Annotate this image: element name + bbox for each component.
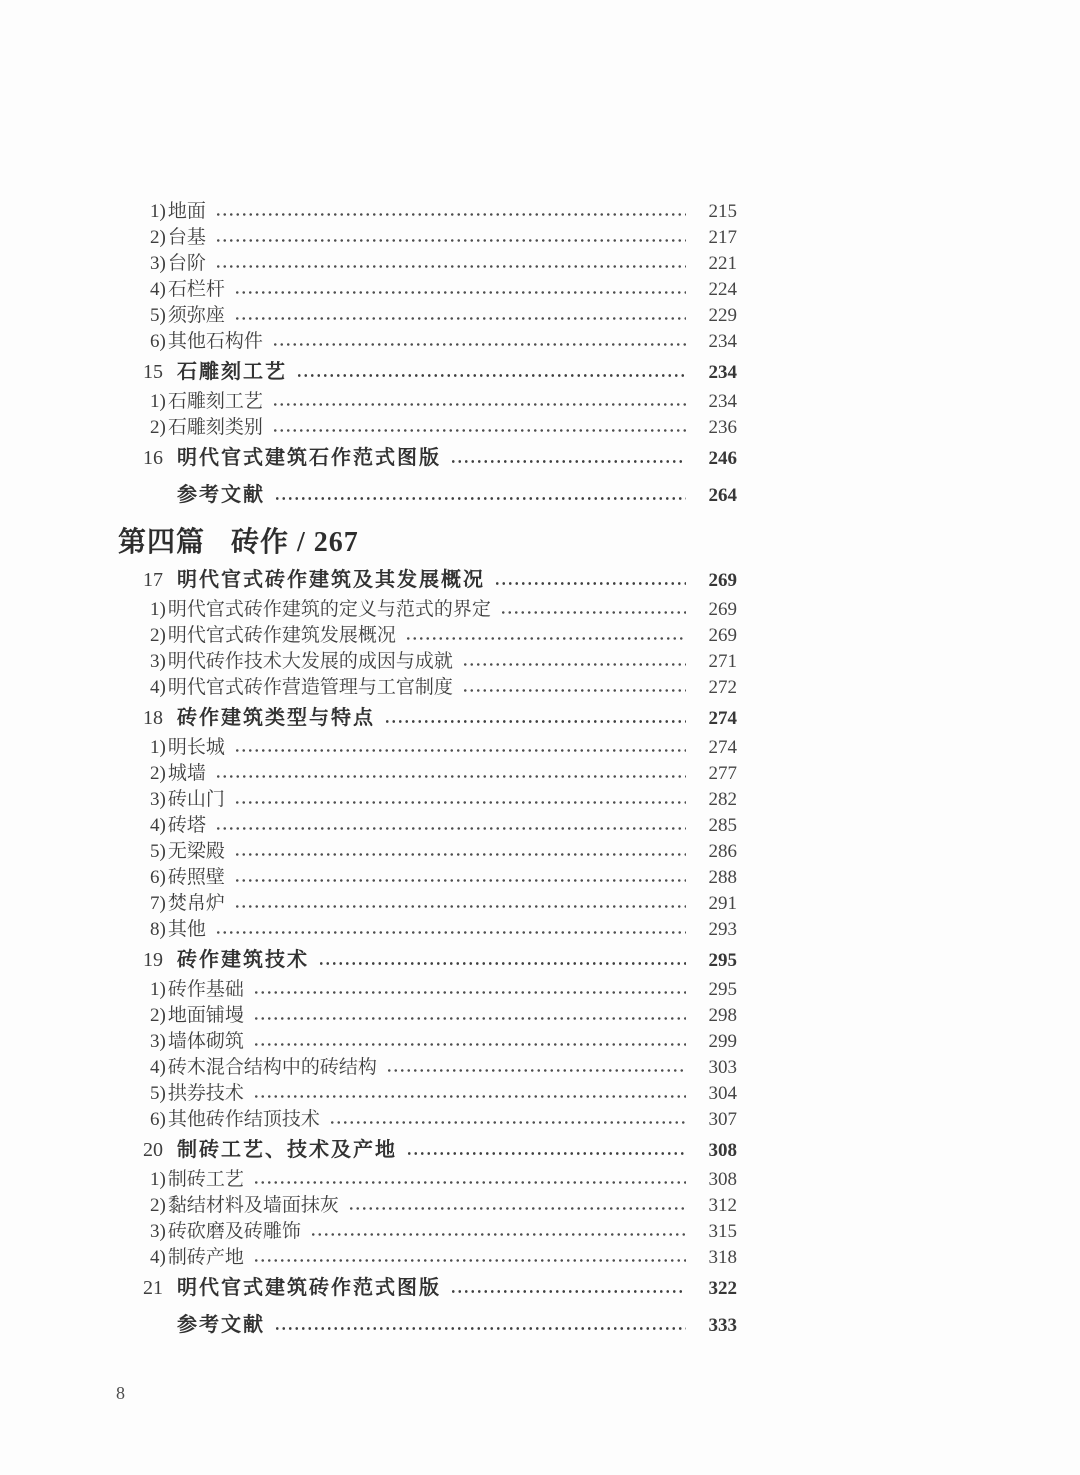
entry-title: 拱券技术 — [167, 1083, 244, 1104]
entry-number: 2) — [150, 1195, 166, 1216]
toc-entry-sub — [143, 597, 737, 623]
entry-page: 217 — [708, 227, 737, 248]
entry-title: 地面铺墁 — [167, 1005, 244, 1026]
entry-number: 3) — [150, 253, 166, 274]
entry-title: 地面 — [167, 201, 206, 222]
entry-page: 304 — [708, 1083, 737, 1104]
entry-page: 277 — [708, 763, 737, 784]
toc-entry-sub — [143, 225, 737, 251]
entry-number: 3) — [150, 1031, 166, 1052]
dot-leader — [234, 839, 686, 865]
toc-entry-sub — [143, 977, 737, 1003]
entry-number: 3) — [150, 651, 166, 672]
entry-page: 274 — [708, 737, 737, 758]
entry-number: 20 — [143, 1139, 163, 1161]
entry-page: 282 — [708, 789, 737, 810]
toc-entry-sub — [143, 1167, 737, 1193]
entry-title: 制砖工艺、技术及产地 — [177, 1139, 397, 1161]
toc-entry-sub — [143, 1081, 737, 1107]
entry-title: 焚帛炉 — [167, 893, 225, 914]
dot-leader — [253, 1029, 686, 1055]
entry-title: 砖作基础 — [167, 979, 244, 1000]
toc-entry-sub — [143, 675, 737, 701]
entry-number: 21 — [143, 1277, 163, 1299]
entry-number: 5) — [150, 841, 166, 862]
toc-entry-sub — [143, 1029, 737, 1055]
entry-page: 224 — [708, 279, 737, 300]
entry-page: 298 — [708, 1005, 737, 1026]
entry-page: 271 — [708, 651, 737, 672]
entry-title: 台基 — [167, 227, 206, 248]
dot-leader — [215, 813, 686, 839]
entry-title: 明代官式砖作营造管理与工官制度 — [167, 677, 453, 698]
toc-entry-chapter — [143, 947, 737, 974]
entry-title: 其他石构件 — [167, 331, 263, 352]
entry-page: 315 — [708, 1221, 737, 1242]
dot-leader — [272, 389, 686, 415]
toc-entry-sub — [143, 329, 737, 355]
entry-title: 砖砍磨及砖雕饰 — [167, 1221, 301, 1242]
page-number: 8 — [116, 1383, 125, 1403]
dot-leader — [234, 303, 686, 329]
toc-entry-sub — [143, 623, 737, 649]
dot-leader — [272, 415, 686, 441]
entry-title: 明代官式建筑石作范式图版 — [177, 447, 441, 469]
dot-leader — [384, 705, 686, 732]
entry-title: 制砖工艺 — [167, 1169, 244, 1190]
toc-entry-chapter — [143, 567, 737, 594]
entry-page: 269 — [708, 570, 737, 591]
entry-number: 5) — [150, 1083, 166, 1104]
dot-leader — [253, 1081, 686, 1107]
entry-number: 6) — [150, 867, 166, 888]
dot-leader — [215, 251, 686, 277]
toc-entry-sub — [143, 813, 737, 839]
entry-number: 2) — [150, 227, 166, 248]
entry-page: 264 — [708, 485, 737, 506]
entry-page: 269 — [708, 625, 737, 646]
toc-entry-part — [118, 523, 737, 563]
dot-leader — [462, 649, 686, 675]
dot-leader — [234, 891, 686, 917]
entry-title: 明代官式砖作建筑及其发展概况 — [177, 569, 485, 591]
entry-title: 砖山门 — [167, 789, 225, 810]
entry-page: 299 — [708, 1031, 737, 1052]
dot-leader — [329, 1107, 686, 1133]
dot-leader — [215, 199, 686, 225]
toc-entry-sub — [143, 303, 737, 329]
entry-number: 1) — [150, 391, 166, 412]
entry-title: 石雕刻类别 — [167, 417, 263, 438]
dot-leader — [406, 1137, 686, 1164]
dot-leader — [234, 735, 686, 761]
entry-page: 221 — [708, 253, 737, 274]
entry-number: 3) — [150, 1221, 166, 1242]
entry-page: 286 — [708, 841, 737, 862]
entry-title: 石雕刻工艺 — [167, 391, 263, 412]
entry-number: 18 — [143, 707, 163, 729]
entry-title: 台阶 — [167, 253, 206, 274]
entry-page: 274 — [708, 708, 737, 729]
entry-title: 黏结材料及墙面抹灰 — [167, 1195, 339, 1216]
entry-page: 295 — [708, 950, 737, 971]
entry-title: 明代官式砖作建筑发展概况 — [167, 625, 396, 646]
entry-number: 19 — [143, 949, 163, 971]
toc-entry-sub — [143, 839, 737, 865]
entry-title: 砖作建筑类型与特点 — [177, 707, 375, 729]
entry-page: 322 — [708, 1278, 737, 1299]
toc-entry-sub — [143, 1055, 737, 1081]
dot-leader — [234, 277, 686, 303]
toc-entry-sub — [143, 649, 737, 675]
entry-number: 6) — [150, 1109, 166, 1130]
entry-title: 明代官式砖作建筑的定义与范式的界定 — [167, 599, 491, 620]
entry-page: 293 — [708, 919, 737, 940]
entry-title: 砖木混合结构中的砖结构 — [167, 1057, 377, 1078]
toc-entry-sub — [143, 735, 737, 761]
toc-entry-sub — [143, 761, 737, 787]
entry-title: 墙体砌筑 — [167, 1031, 244, 1052]
entry-number: 2) — [150, 625, 166, 646]
entry-number: 4) — [150, 1057, 166, 1078]
dot-leader — [405, 623, 686, 649]
entry-title: 石雕刻工艺 — [177, 361, 287, 383]
toc-entry-sub — [143, 199, 737, 225]
entry-page: 236 — [708, 417, 737, 438]
entry-page: 333 — [708, 1315, 737, 1336]
toc-entry-sub — [143, 917, 737, 943]
entry-page: 234 — [708, 331, 737, 352]
dot-leader — [348, 1193, 686, 1219]
toc-entry-ref — [143, 1312, 737, 1339]
dot-leader — [500, 597, 686, 623]
entry-number: 5) — [150, 305, 166, 326]
entry-title: 石栏杆 — [167, 279, 225, 300]
entry-number: 8) — [150, 919, 166, 940]
toc-entry-sub — [143, 1219, 737, 1245]
entry-page: 246 — [708, 448, 737, 469]
dot-leader — [450, 1275, 686, 1302]
toc-list — [118, 199, 737, 1349]
entry-title: 城墙 — [167, 763, 206, 784]
dot-leader — [215, 225, 686, 251]
entry-page: 288 — [708, 867, 737, 888]
entry-page: 272 — [708, 677, 737, 698]
entry-page: 269 — [708, 599, 737, 620]
toc-entry-chapter — [143, 1275, 737, 1302]
dot-leader — [253, 1245, 686, 1271]
entry-number: 4) — [150, 279, 166, 300]
dot-leader — [234, 787, 686, 813]
dot-leader — [274, 1312, 686, 1339]
dot-leader — [234, 865, 686, 891]
dot-leader — [215, 761, 686, 787]
entry-page: 291 — [708, 893, 737, 914]
entry-page: 285 — [708, 815, 737, 836]
dot-leader — [253, 1167, 686, 1193]
entry-number: 1) — [150, 979, 166, 1000]
dot-leader — [450, 445, 686, 472]
entry-number: 15 — [143, 361, 163, 383]
dot-leader — [318, 947, 686, 974]
entry-page: 234 — [708, 362, 737, 383]
entry-number: 4) — [150, 815, 166, 836]
toc-entry-ref — [143, 482, 737, 509]
entry-page: 312 — [708, 1195, 737, 1216]
entry-number: 16 — [143, 447, 163, 469]
dot-leader — [253, 977, 686, 1003]
entry-number: 17 — [143, 569, 163, 591]
entry-title: 明代砖作技术大发展的成因与成就 — [167, 651, 453, 672]
toc-entry-sub — [143, 277, 737, 303]
dot-leader — [215, 917, 686, 943]
dot-leader — [274, 482, 686, 509]
entry-page: 303 — [708, 1057, 737, 1078]
toc-entry-chapter — [143, 705, 737, 732]
entry-title: 明代官式建筑砖作范式图版 — [177, 1277, 441, 1299]
toc-entry-sub — [143, 787, 737, 813]
toc-entry-chapter — [143, 1137, 737, 1164]
entry-title: 明长城 — [167, 737, 225, 758]
entry-number: 1) — [150, 599, 166, 620]
entry-title: 无梁殿 — [167, 841, 225, 862]
dot-leader — [296, 359, 686, 386]
entry-title: 砖作建筑技术 — [177, 949, 309, 971]
entry-number: 3) — [150, 789, 166, 810]
entry-page: 308 — [708, 1169, 737, 1190]
entry-title: 其他砖作结顶技术 — [167, 1109, 320, 1130]
entry-title: 制砖产地 — [167, 1247, 244, 1268]
entry-title: 参考文献 — [177, 1314, 265, 1336]
entry-page: 318 — [708, 1247, 737, 1268]
entry-page: 215 — [708, 201, 737, 222]
dot-leader — [386, 1055, 686, 1081]
entry-number: 6) — [150, 331, 166, 352]
toc-entry-chapter — [143, 359, 737, 386]
entry-number: 1) — [150, 1169, 166, 1190]
dot-leader — [494, 567, 686, 594]
entry-number: 1) — [150, 737, 166, 758]
entry-title: 须弥座 — [167, 305, 225, 326]
entry-number: 2) — [150, 763, 166, 784]
toc-entry-sub — [143, 389, 737, 415]
entry-page: 307 — [708, 1109, 737, 1130]
toc-entry-sub — [143, 251, 737, 277]
entry-page: 229 — [708, 305, 737, 326]
entry-title: 其他 — [167, 919, 206, 940]
toc-entry-sub — [143, 1193, 737, 1219]
entry-number: 7) — [150, 893, 166, 914]
part-label: 第四篇 — [118, 527, 206, 558]
toc-entry-chapter — [143, 445, 737, 472]
dot-leader — [310, 1219, 686, 1245]
toc-entry-sub — [143, 1245, 737, 1271]
toc-entry-sub — [143, 415, 737, 441]
entry-title: 参考文献 — [177, 484, 265, 506]
entry-number: 4) — [150, 1247, 166, 1268]
dot-leader — [272, 329, 686, 355]
entry-number: 2) — [150, 417, 166, 438]
entry-number: 1) — [150, 201, 166, 222]
entry-page: 234 — [708, 391, 737, 412]
toc-entry-sub — [143, 1107, 737, 1133]
toc-entry-sub — [143, 891, 737, 917]
entry-number: 4) — [150, 677, 166, 698]
entry-number: 2) — [150, 1005, 166, 1026]
toc-entry-sub — [143, 1003, 737, 1029]
entry-page: 295 — [708, 979, 737, 1000]
toc-entry-sub — [143, 865, 737, 891]
dot-leader — [253, 1003, 686, 1029]
entry-title: 砖塔 — [167, 815, 206, 836]
dot-leader — [462, 675, 686, 701]
entry-page: 308 — [708, 1140, 737, 1161]
part-title: 砖作 / 267 — [231, 527, 359, 558]
entry-title: 砖照壁 — [167, 867, 225, 888]
